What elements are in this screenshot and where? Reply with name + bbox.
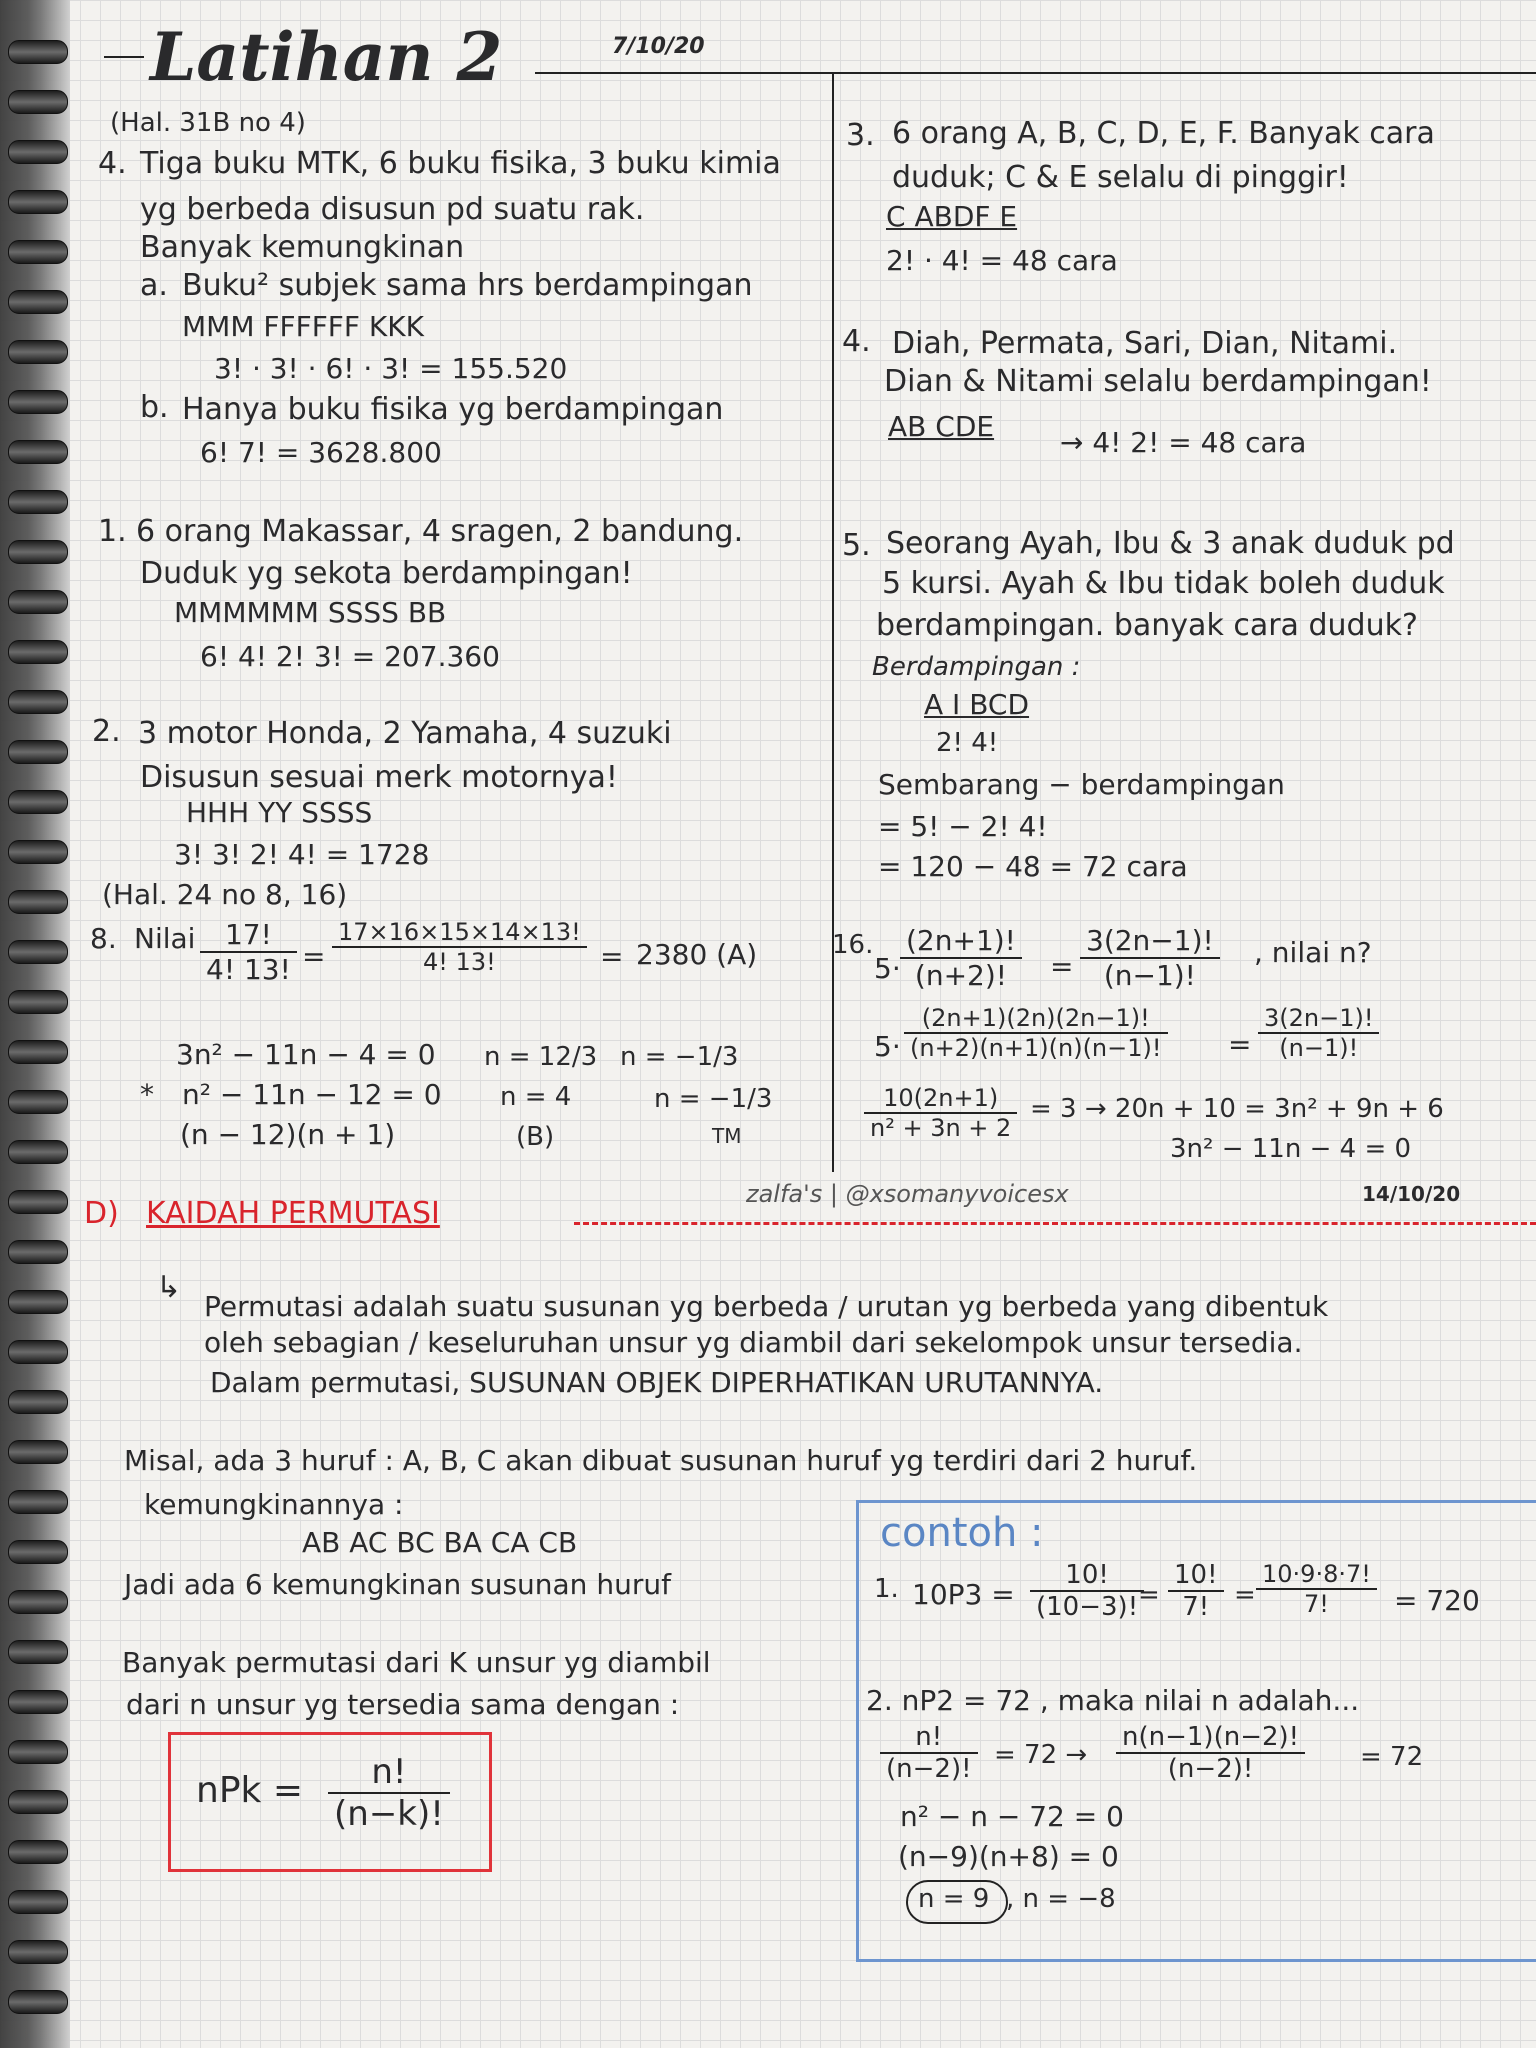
formula-lhs: nPk = bbox=[196, 1770, 303, 1811]
rq5-line3: berdampingan. banyak cara duduk? bbox=[876, 608, 1418, 643]
rq3-calc: 2! · 4! = 48 cara bbox=[886, 244, 1118, 277]
spiral-ring bbox=[8, 1990, 68, 2014]
q4b-label: b. bbox=[140, 390, 169, 425]
q8-eq1: 3n² − 11n − 4 = 0 bbox=[176, 1038, 436, 1071]
spiral-ring bbox=[8, 690, 68, 714]
q8-eq3: (n − 12)(n + 1) bbox=[180, 1118, 396, 1151]
q8-star: * bbox=[140, 1078, 154, 1111]
q8-result: 2380 (A) bbox=[636, 938, 758, 971]
ex-line4: Jadi ada 6 kemungkinan susunan huruf bbox=[124, 1568, 671, 1601]
spiral-ring bbox=[8, 1190, 68, 1214]
spiral-ring bbox=[8, 340, 68, 364]
c2-l3: (n−9)(n+8) = 0 bbox=[898, 1840, 1119, 1873]
spiral-ring bbox=[8, 40, 68, 64]
rq16-rhs: = 3 → 20n + 10 = 3n² + 9n + 6 bbox=[1030, 1094, 1444, 1124]
rq16-rhs2: 3n² − 11n − 4 = 0 bbox=[1170, 1134, 1412, 1164]
q4-number: 4. bbox=[98, 146, 127, 181]
spiral-ring bbox=[8, 290, 68, 314]
q8-f1-num: 17! bbox=[200, 918, 297, 953]
rq4-number: 4. bbox=[842, 324, 871, 359]
c2-line: 2. nP2 = 72 , maka nilai n adalah... bbox=[866, 1684, 1360, 1717]
page-title: Latihan 2 bbox=[150, 18, 503, 96]
spiral-ring bbox=[8, 1490, 68, 1514]
spiral-ring bbox=[8, 1690, 68, 1714]
q2-line1: 3 motor Honda, 2 Yamaha, 4 suzuki bbox=[138, 716, 672, 751]
spiral-ring bbox=[8, 990, 68, 1014]
q8-f2-num: 17×16×15×14×13! bbox=[332, 918, 587, 948]
c1-eq-2: = bbox=[1234, 1580, 1256, 1610]
rq16-f2-num: 3(2n−1)! bbox=[1080, 924, 1220, 959]
q4-line3: Banyak kemungkinan bbox=[140, 230, 465, 265]
c1-f1-den: (10−3)! bbox=[1036, 1592, 1139, 1622]
spiral-ring bbox=[8, 190, 68, 214]
rq3-number: 3. bbox=[846, 118, 875, 153]
rq5-line1: Seorang Ayah, Ibu & 3 anak duduk pd bbox=[886, 526, 1455, 561]
def-line2: oleh sebagian / keseluruhan unsur yg diambil dari sekelompok unsur tersedia. bbox=[204, 1326, 1303, 1359]
rq3-arrangement: C ABDF E bbox=[886, 200, 1018, 233]
c1-fraction-1 bbox=[1030, 1560, 1144, 1622]
section-d-dashes bbox=[574, 1222, 1536, 1225]
spiral-ring bbox=[8, 240, 68, 264]
rq16-lead1: 5· bbox=[874, 952, 901, 985]
ex-line1: Misal, ada 3 huruf : A, B, C akan dibuat susunan huruf yg terdiri dari 2 huruf. bbox=[124, 1444, 1198, 1477]
c2-answer: n = 9 bbox=[918, 1884, 990, 1914]
rq4-arrangement: AB CDE bbox=[888, 410, 995, 443]
c1-f3-den: 7! bbox=[1303, 1590, 1329, 1618]
spiral-ring bbox=[8, 1290, 68, 1314]
c1-fraction-2 bbox=[1168, 1560, 1224, 1622]
spiral-ring bbox=[8, 790, 68, 814]
spiral-ring bbox=[8, 740, 68, 764]
ex-line5: Banyak permutasi dari K unsur yg diambil bbox=[122, 1646, 711, 1679]
rq16-f3-num: (2n+1)(2n)(2n−1)! bbox=[904, 1004, 1168, 1034]
c2-l2: n² − n − 72 = 0 bbox=[900, 1800, 1124, 1833]
rq16-f2-den: (n−1)! bbox=[1103, 959, 1196, 992]
spiral-ring bbox=[8, 1440, 68, 1464]
spiral-ring bbox=[8, 1090, 68, 1114]
section-d-title: KAIDAH PERMUTASI bbox=[146, 1196, 440, 1231]
spiral-ring bbox=[8, 1740, 68, 1764]
spiral-ring bbox=[8, 840, 68, 864]
c1-lhs: 10P3 = bbox=[912, 1578, 1015, 1611]
q8-f1-den: 4! 13! bbox=[206, 953, 291, 986]
spiral-ring bbox=[8, 640, 68, 664]
spiral-ring bbox=[8, 940, 68, 964]
q4a-label: a. bbox=[140, 268, 168, 303]
def-arrow: ↳ bbox=[156, 1270, 182, 1305]
spiral-ring bbox=[8, 1790, 68, 1814]
ref-hal-24: (Hal. 24 no 8, 16) bbox=[102, 878, 348, 911]
c1-f3-num: 10·9·8·7! bbox=[1256, 1560, 1377, 1590]
spiral-ring bbox=[8, 1390, 68, 1414]
q4b-text: Hanya buku fisika yg berdampingan bbox=[182, 392, 724, 427]
rq4-line1: Diah, Permata, Sari, Dian, Nitami. bbox=[892, 326, 1398, 361]
q8-number: 8. bbox=[90, 922, 117, 955]
spiral-ring bbox=[8, 440, 68, 464]
q8-eq-sign-2: = bbox=[600, 940, 624, 973]
spiral-ring bbox=[8, 1540, 68, 1564]
rq5-arr-calc: 2! 4! bbox=[936, 728, 999, 758]
q8-root1: n = −1/3 bbox=[620, 1042, 739, 1072]
q2-number: 2. bbox=[92, 714, 121, 749]
rq16-fraction-4 bbox=[1258, 1004, 1379, 1062]
ref-hal-31b: (Hal. 31B no 4) bbox=[110, 108, 306, 138]
q8-fraction-1 bbox=[200, 918, 297, 986]
spiral-ring bbox=[8, 90, 68, 114]
q8-root2: n = −1/3 bbox=[654, 1084, 773, 1114]
c2-f1-num: n! bbox=[880, 1722, 978, 1754]
header-date: 7/10/20 bbox=[612, 34, 705, 59]
rq4-line2: Dian & Nitami selalu berdampingan! bbox=[884, 364, 1432, 399]
credit: zalfa's | @xsomanyvoicesx bbox=[746, 1180, 1069, 1208]
q8-eq2: n² − 11n − 12 = 0 bbox=[182, 1078, 442, 1111]
contoh-title: contoh : bbox=[880, 1510, 1044, 1556]
section-d-label: D) bbox=[84, 1196, 119, 1231]
q4a-calc: 3! · 3! · 6! · 3! = 155.520 bbox=[214, 352, 568, 385]
c2-mid: = 72 → bbox=[994, 1740, 1088, 1770]
q4a-groups: MMM FFFFFF KKK bbox=[182, 310, 424, 343]
def-line3: Dalam permutasi, SUSUNAN OBJEK DIPERHATIKAN URUTANNYA. bbox=[210, 1366, 1104, 1399]
spiral-ring bbox=[8, 490, 68, 514]
rq5-line6: = 120 − 48 = 72 cara bbox=[878, 850, 1188, 883]
q8-sol2: n = 4 bbox=[500, 1082, 572, 1112]
spiral-ring bbox=[8, 540, 68, 564]
q1-line2: Duduk yg sekota berdampingan! bbox=[140, 556, 633, 591]
q4-line2: yg berbeda disusun pd suatu rak. bbox=[140, 192, 645, 227]
c1-eq-1: = bbox=[1138, 1580, 1160, 1610]
rq16-eq-sign-2: = bbox=[1228, 1028, 1252, 1061]
spiral-ring bbox=[8, 1940, 68, 1964]
header-rule bbox=[535, 72, 1536, 74]
spiral-ring bbox=[8, 1840, 68, 1864]
ex-line6: dari n unsur yg tersedia sama dengan : bbox=[126, 1688, 680, 1721]
rq3-line1: 6 orang A, B, C, D, E, F. Banyak cara bbox=[892, 116, 1435, 151]
spiral-ring bbox=[8, 1590, 68, 1614]
rq16-ask: , nilai n? bbox=[1254, 936, 1372, 969]
q2-line2: Disusun sesuai merk motornya! bbox=[140, 760, 618, 795]
c2-alt: , n = −8 bbox=[1006, 1884, 1116, 1914]
rq16-lead2: 5· bbox=[874, 1030, 901, 1063]
q1-line1: 6 orang Makassar, 4 sragen, 2 bandung. bbox=[136, 514, 744, 549]
c2-fraction-2 bbox=[1116, 1722, 1305, 1784]
spiral-ring bbox=[8, 1140, 68, 1164]
formula-num: n! bbox=[328, 1752, 450, 1794]
rq16-f4-num: 3(2n−1)! bbox=[1258, 1004, 1379, 1034]
rq5-sub: Berdampingan : bbox=[872, 652, 1081, 682]
rq5-line4: Sembarang − berdampingan bbox=[878, 768, 1285, 801]
q8-sol3: (B) bbox=[516, 1122, 555, 1152]
title-dash bbox=[104, 56, 144, 58]
spiral-ring bbox=[8, 1340, 68, 1364]
spiral-ring bbox=[8, 1040, 68, 1064]
rq16-number: 16. bbox=[832, 930, 874, 960]
c2-f2-den: (n−2)! bbox=[1167, 1754, 1254, 1784]
spiral-ring bbox=[8, 590, 68, 614]
spiral-ring bbox=[8, 1640, 68, 1664]
q8-eq-sign: = bbox=[302, 940, 326, 973]
spiral-ring bbox=[8, 890, 68, 914]
rq16-fraction-2 bbox=[1080, 924, 1220, 992]
def-line1: Permutasi adalah suatu susunan yg berbeda / urutan yg berbeda yang dibentuk bbox=[204, 1290, 1329, 1323]
rq16-f5-num: 10(2n+1) bbox=[864, 1084, 1017, 1114]
q4-line1: Tiga buku MTK, 6 buku fisika, 3 buku kimia bbox=[140, 146, 781, 181]
formula-fraction bbox=[328, 1752, 450, 1834]
section-d-date: 14/10/20 bbox=[1362, 1182, 1461, 1206]
formula-den: (n−k)! bbox=[334, 1794, 444, 1834]
spiral-ring bbox=[8, 140, 68, 164]
q8-fraction-2 bbox=[332, 918, 587, 976]
c1-result: = 720 bbox=[1394, 1584, 1480, 1617]
q8-root3: TM bbox=[712, 1124, 742, 1148]
rq3-line2: duduk; C & E selalu di pinggir! bbox=[892, 160, 1349, 195]
q8-sol1: n = 12/3 bbox=[484, 1042, 598, 1072]
rq16-f1-den: (n+2)! bbox=[914, 959, 1007, 992]
rq5-number: 5. bbox=[842, 528, 871, 563]
spiral-ring bbox=[8, 390, 68, 414]
spiral-ring bbox=[8, 1890, 68, 1914]
rq5-arrangement: A I BCD bbox=[924, 688, 1030, 721]
c2-fraction-1 bbox=[880, 1722, 978, 1784]
rq4-calc: → 4! 2! = 48 cara bbox=[1060, 426, 1307, 459]
q1-number: 1. bbox=[98, 514, 127, 549]
rq16-fraction-5 bbox=[864, 1084, 1017, 1142]
c1-f2-den: 7! bbox=[1182, 1592, 1210, 1622]
rq16-f4-den: (n−1)! bbox=[1279, 1034, 1359, 1062]
c2-f2-num: n(n−1)(n−2)! bbox=[1116, 1722, 1305, 1754]
c1-fraction-3 bbox=[1256, 1560, 1377, 1618]
rq16-f5-den: n² + 3n + 2 bbox=[870, 1114, 1012, 1142]
spiral-ring bbox=[8, 1240, 68, 1264]
c1-number: 1. bbox=[874, 1574, 899, 1604]
q8-label: Nilai bbox=[134, 922, 196, 955]
q4b-calc: 6! 7! = 3628.800 bbox=[200, 436, 442, 469]
column-divider bbox=[832, 72, 834, 1172]
ex-line3: AB AC BC BA CA CB bbox=[302, 1526, 578, 1559]
q1-groups: MMMMMM SSSS BB bbox=[174, 596, 447, 629]
c1-f2-num: 10! bbox=[1168, 1560, 1224, 1592]
c1-f1-num: 10! bbox=[1030, 1560, 1144, 1592]
rq16-f1-num: (2n+1)! bbox=[900, 924, 1022, 959]
rq5-line5: = 5! − 2! 4! bbox=[878, 810, 1048, 843]
q1-calc: 6! 4! 2! 3! = 207.360 bbox=[200, 640, 500, 673]
rq16-fraction-3 bbox=[904, 1004, 1168, 1062]
c2-end: = 72 bbox=[1360, 1742, 1424, 1772]
rq16-fraction-1 bbox=[900, 924, 1022, 992]
c2-f1-den: (n−2)! bbox=[886, 1754, 972, 1784]
rq16-f3-den: (n+2)(n+1)(n)(n−1)! bbox=[910, 1034, 1162, 1062]
ex-line2: kemungkinannya : bbox=[144, 1488, 404, 1521]
q4a-text: Buku² subjek sama hrs berdampingan bbox=[182, 268, 753, 303]
rq5-line2: 5 kursi. Ayah & Ibu tidak boleh duduk bbox=[882, 566, 1445, 601]
q2-calc: 3! 3! 2! 4! = 1728 bbox=[174, 838, 430, 871]
q2-groups: HHH YY SSSS bbox=[186, 796, 373, 829]
q8-f2-den: 4! 13! bbox=[423, 948, 496, 976]
rq16-eq-sign: = bbox=[1050, 950, 1074, 983]
